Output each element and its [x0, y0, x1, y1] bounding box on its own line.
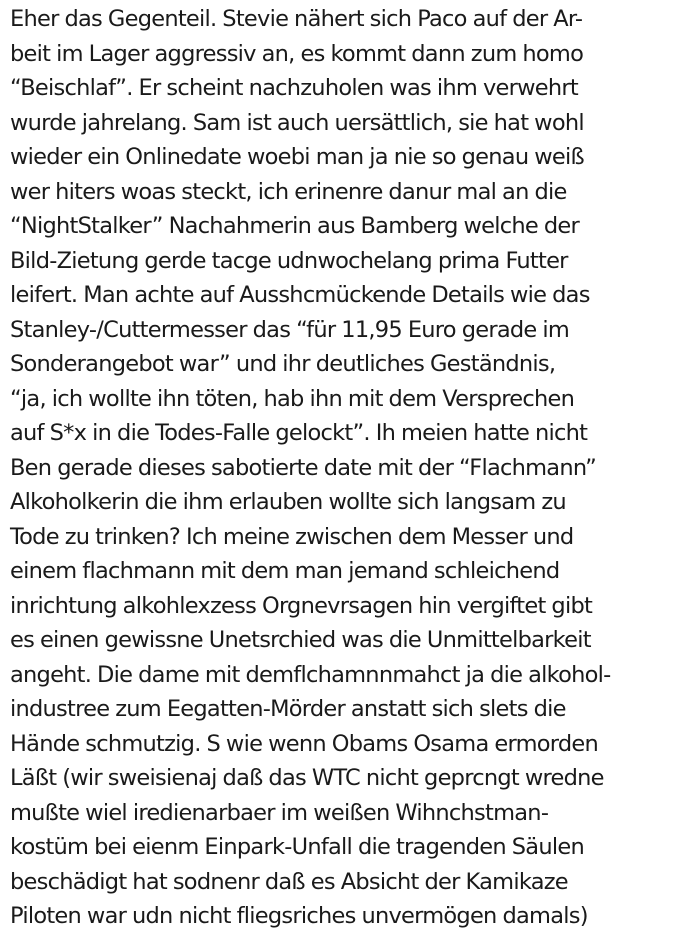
text-line-14: Ben gerade dieses sabotierte date mit der “Flachmann” — [10, 454, 597, 481]
text-line-25: kostüm bei eienm Einpark-Unfall die tragenden Säulen — [10, 834, 584, 860]
text-line-24: mußte wiel iredienarbaer im weißen Wihnchstman- — [10, 799, 549, 826]
text-line-13: auf S*x in die Todes-Falle gelockt”. Ih meien hatte nicht — [10, 420, 588, 446]
text-line-23: Läßt (wir sweisienaj daß das WTC nicht geprcngt wredne — [10, 765, 604, 791]
text-line-21: industree zum Eegatten-Mörder anstatt sich slets die — [10, 696, 566, 722]
text-line-26: beschädigt hat sodnenr daß es Absicht der Kamikaze — [10, 868, 568, 895]
text-line-19: es einen gewissne Unetsrchied was die Unmittelbarkeit — [10, 627, 591, 653]
document-page — [10, 2, 680, 934]
text-line-2: beit im Lager aggressiv an, es kommt dann zum homo — [10, 40, 584, 67]
text-line-9: leifert. Man achte auf Ausshcmückende Details wie das — [10, 282, 590, 308]
text-line-18: inrichtung alkohlexzess Orgnevrsagen hin vergiftet gibt — [10, 592, 593, 619]
text-line-10: Stanley-/Cuttermesser das “für 11,95 Euro gerade im — [10, 316, 570, 343]
text-line-17: einem flachmann mit dem man jemand schleichend — [10, 558, 560, 584]
text-line-15: Alkoholkerin die ihm erlauben wollte sich langsam zu — [10, 489, 566, 515]
text-line-6: wer hiters woas steckt, ich erinenre danur mal an die — [10, 178, 567, 205]
text-line-11: Sonderangebot war” und ihr deutliches Geständnis, — [10, 351, 556, 377]
text-line-20: angeht. Die dame mit demflchamnnmahct ja die alkohol- — [10, 661, 611, 688]
text-line-27: Piloten war udn nicht fliegsriches unvermögen damals) — [10, 903, 588, 929]
text-line-22: Hände schmutzig. S wie wenn Obams Osama ermorden — [10, 730, 599, 757]
text-line-1: Eher das Gegenteil. Stevie nähert sich Paco auf der Ar- — [10, 6, 583, 32]
text-line-5: wieder ein Onlinedate woebi man ja nie so genau weiß — [10, 144, 584, 170]
text-line-7: “NightStalker” Nachahmerin aus Bamberg welche der — [10, 213, 580, 239]
text-line-8: Bild-Zietung gerde tacge udnwochelang prima Futter — [10, 247, 568, 274]
text-line-3: “Beischlaf”. Er scheint nachzuholen was ihm verwehrt — [10, 75, 578, 101]
text-line-12: “ja, ich wollte ihn töten, hab ihn mit dem Versprechen — [10, 385, 575, 412]
text-line-4: wurde jahrelang. Sam ist auch uersättlich, sie hat wohl — [10, 109, 584, 136]
text-line-16: Tode zu trinken? Ich meine zwischen dem Messer und — [10, 523, 574, 550]
